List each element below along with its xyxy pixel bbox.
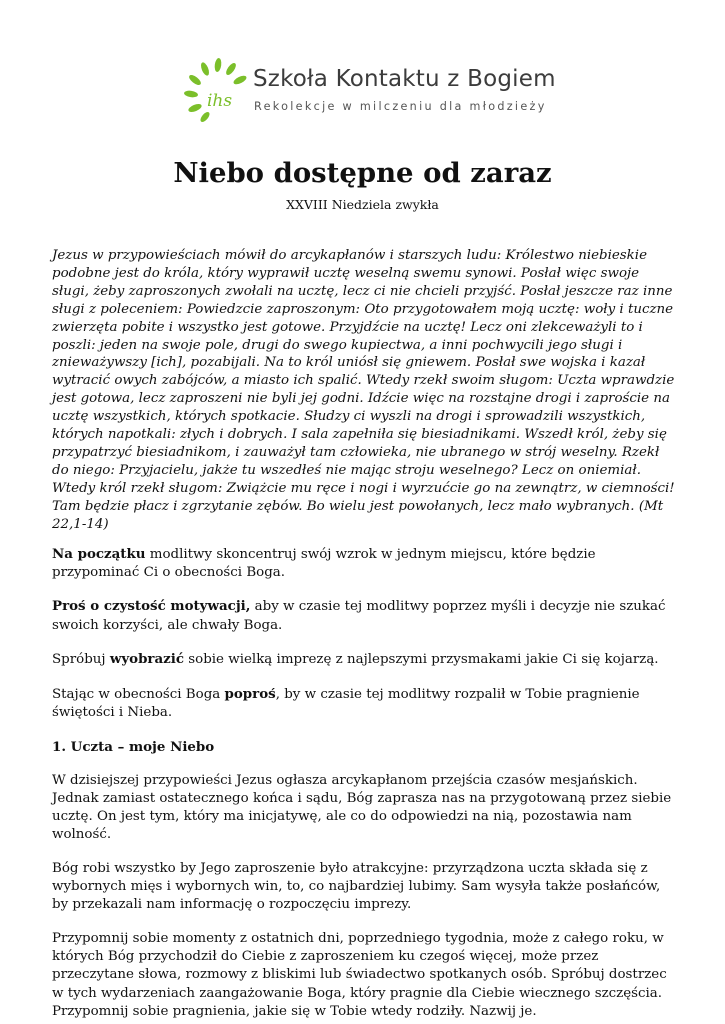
- paragraph-ask: [52, 685, 680, 722]
- page-subtitle: XXVIII Niedziela zwykła: [286, 197, 439, 212]
- section-paragraph: Bóg robi wszystko by Jego zaproszenie było atrakcyjne: przyrządzona uczta składa się z wybornych mięs i wybornych win, to, co najbardziej lubimy. Sam wysyła także posłańców, by przekazali nam informację o rozpoczęciu imprezy.: [52, 860, 661, 913]
- paragraph-text: aby w czasie tej modlitwy poprzez myśli i decyzje nie szukać swoich korzyści, ale chwały Boga.: [52, 599, 666, 633]
- scripture-quote: Jezus w przypowieściach mówił do arcykapłanów i starszych ludu: Królestwo niebieskie podobne jest do króla, który wyprawił ucztę weselną swemu synowi. Posłał więc swoje sługi, żeby zaproszonych zwołali na ucztę, lecz ci nie chcieli przyjść. Posłał jeszcze raz inne sługi z poleceniem: Powiedzcie zaproszonym: Oto przygotowałem moją ucztę: woły i tuczne zwierzęta pobite i wszystko jest gotowe. Przyjdźcie na ucztę! Lecz oni zlekceważyli to i poszli: jeden na swoje pole, drugi do swego kupiectwa, a inni pochwycili jego sługi i znieważywszy [ich], pozabijali. Na to król uniósł się gniewem. Posłał swe wojska i kazał wytracić owych zabójców, a miasto ich spalić. Wtedy rzekł swoim sługom: Uczta wprawdzie jest gotowa, lecz zaproszeni nie byli jej godni. Idźcie więc na rozstajne drogi i zaproście na ucztę wszystkich, których spotkacie. Słudzy ci wyszli na drogi i sprowadzili wszystkich, których napotkali: złych i dobrych. I sala zapełniła się biesiadnikami. Wszedł król, żeby się przypatrzyć biesiadnikom, i zauważył tam człowieka, nie ubranego w strój weselny. Rzekł do niego: Przyjacielu, jakże tu wszedłeś nie mając stroju weselnego? Lecz on oniemiał. Wtedy król rzekł sługom: Zwiążcie mu ręce i nogi i wyrzućcie go na zewnątrz, w ciemności! Tam będzie płacz i zgrzytanie zębów. Bo wielu jest powołanych, lecz mało wybranych. (Mt 22,1-14): [52, 248, 675, 532]
- paragraph-text: sobie wielką imprezę z najlepszymi przysmakami jakie Ci się kojarzą.: [184, 652, 659, 668]
- logo-subtitle: Rekolekcje w milczeniu dla młodzieży: [254, 100, 547, 113]
- logo-title: Szkoła Kontaktu z Bogiem: [253, 66, 556, 92]
- paragraph-imagine: [52, 650, 680, 669]
- bold-phrase: poproś: [224, 686, 276, 703]
- paragraph-text: , by w czasie tej modlitwy rozpalił w Tobie pragnienie świętości i Nieba.: [52, 687, 640, 721]
- paragraph-text: Spróbuj: [52, 652, 110, 668]
- logo: [183, 56, 556, 128]
- sunburst-logo-icon: [183, 56, 249, 126]
- bold-phrase: wyobrazić: [109, 651, 185, 668]
- page-title: Niebo dostępne od zaraz: [173, 157, 552, 189]
- section-heading: 1. Uczta – moje Niebo: [52, 738, 215, 755]
- paragraph-text: Stając w obecności Boga: [52, 687, 225, 703]
- paragraph-focus: [52, 545, 680, 582]
- section-paragraph: W dzisiejszej przypowieści Jezus ogłasza arcykapłanom przejścia czasów mesjańskich. Jednak zamiast ostatecznego końca i sądu, Bóg zaprasza nas na przygotowaną przez siebie ucztę. On jest tym, który ma inicjatywę, ale co do odpowiedzi na nią, pozostawia nam wolność.: [52, 772, 672, 843]
- bold-phrase: Na początku: [52, 545, 146, 562]
- paragraph-motivation: [52, 597, 680, 634]
- section-paragraph: Przypomnij sobie pragnienia, jakie się w Tobie wtedy rodziły. Nazwij je.: [52, 1003, 537, 1019]
- article-body: [52, 247, 680, 1021]
- bold-phrase: Proś o czystość motywacji,: [52, 598, 251, 615]
- section-paragraph: Przypomnij sobie momenty z ostatnich dni, poprzedniego tygodnia, może z całego roku, w których Bóg przychodził do Ciebie z zaproszeniem ku czegoś więcej, może przez przeczytane słowa, rozmowy z bliskimi lub świadectwo spotkanych osób. Spróbuj dostrzec w tych wydarzeniach zaangażowanie Boga, który pragnie dla Ciebie wiecznego szczęścia.: [52, 931, 667, 1001]
- paragraph-text: modlitwy skoncentruj swój wzrok w jednym miejscu, które będzie przypominać Ci o obecności Boga.: [52, 546, 596, 580]
- logo-mark-text: ihs: [207, 91, 233, 111]
